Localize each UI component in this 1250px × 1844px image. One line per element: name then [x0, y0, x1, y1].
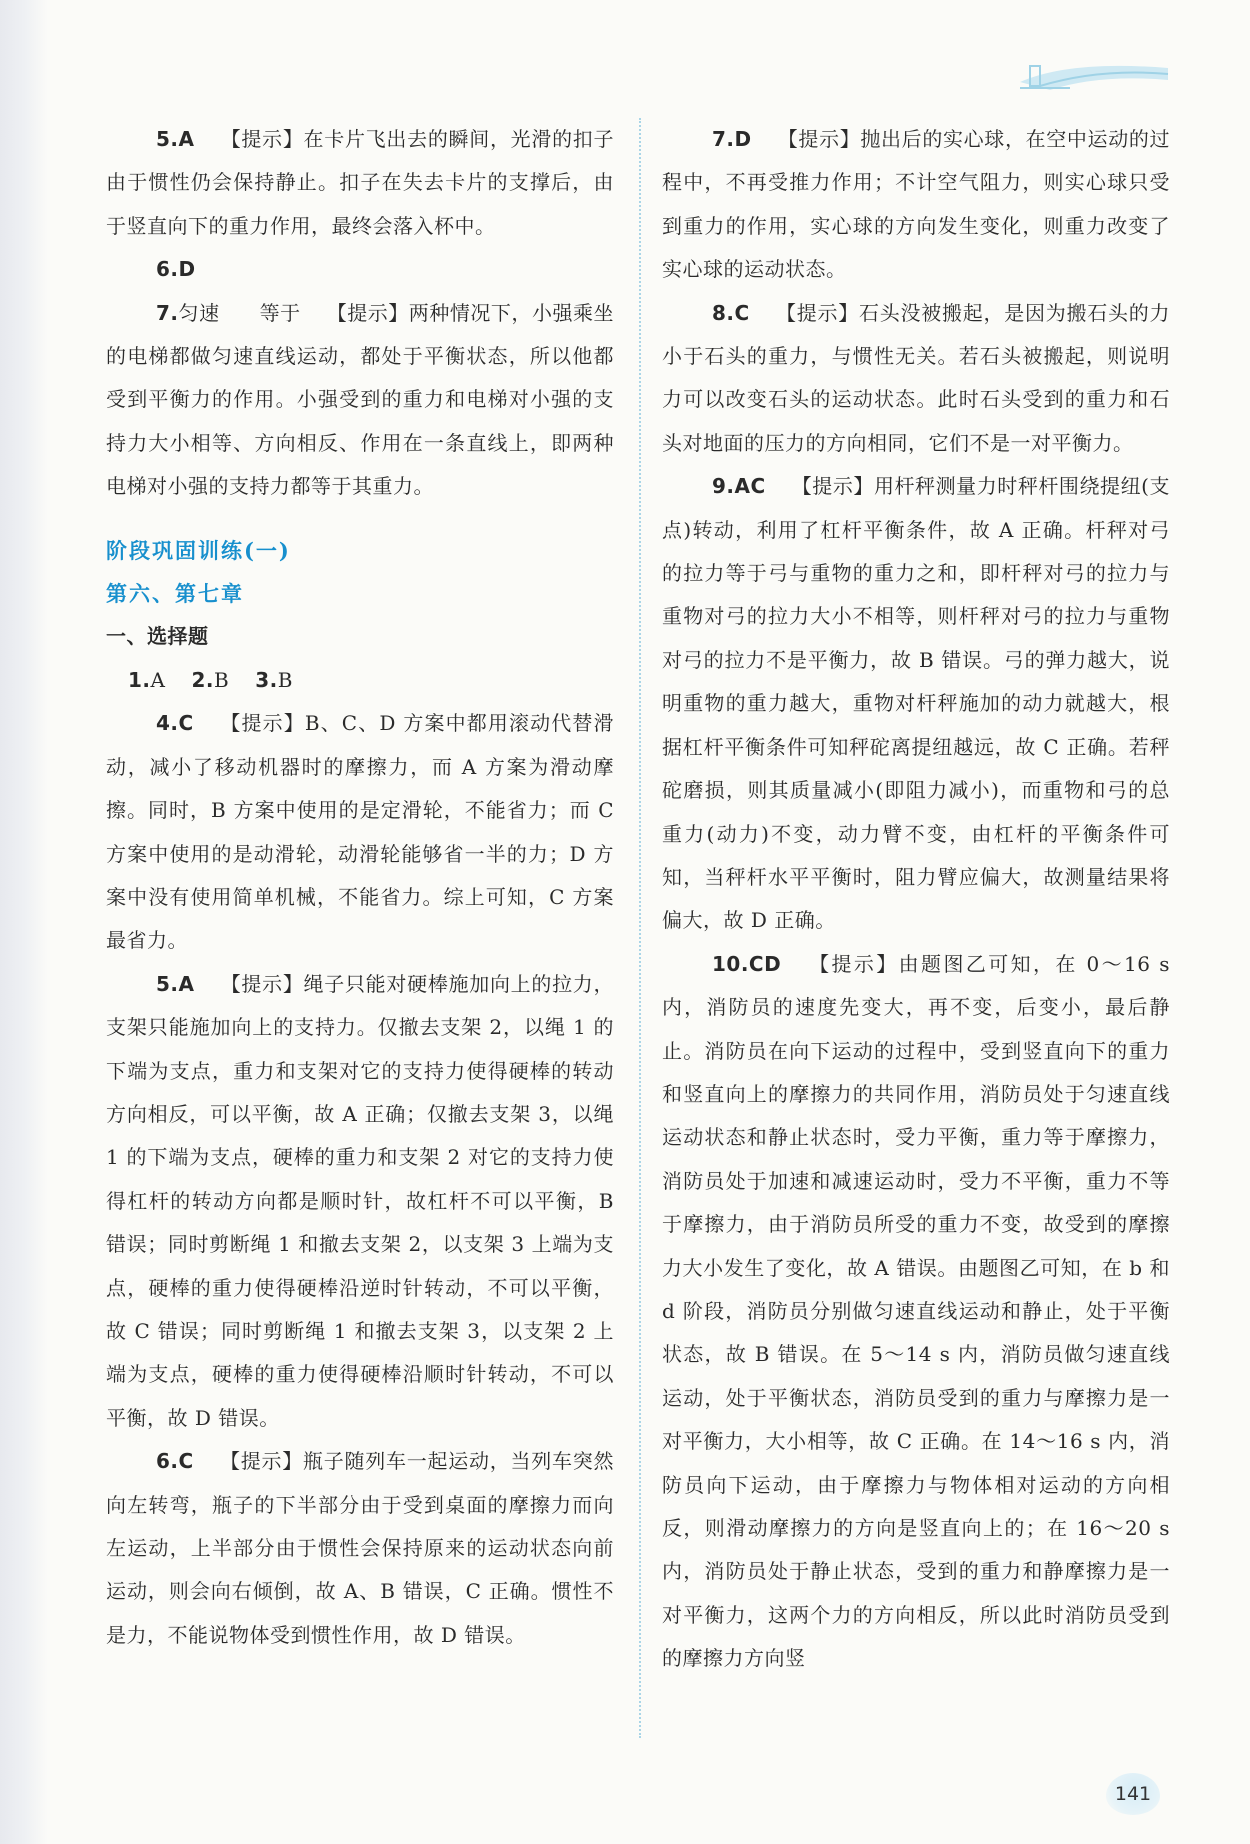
- sub-heading: 一、选择题: [106, 624, 209, 649]
- answer-text: 【提示】绳子只能对硬棒施加向上的拉力，支架只能施加向上的支持力。仅撤去支架 2，以绳 1 的下端为支点，重力和支架对它的支持力使得硬棒的转动方向相反，可以平衡，故 A 正确；仅撤去支架 3，以绳 1 的下端为支点，硬棒的重力和支架 2 对它的支持力使得杠杆的转动方向都是顺时针，故杠杆不可以平衡，B 错误；同时剪断绳 1 和撤去支架 2，以支架 3 上端为支点，硬棒的重力使得硬棒沿逆时针转动，不可以平衡，故 C 错误；同时剪断绳 1 和撤去支架 3，以支架 2 上端为支点，硬棒的重力使得硬棒沿顺时针转动，不可以平衡，故 D 错误。: [106, 971, 614, 1430]
- question-number: 2.: [191, 667, 214, 692]
- answer-paragraph: [106, 1440, 614, 1657]
- page-number: 141: [1106, 1773, 1160, 1815]
- answer-text: 【提示】由题图乙可知，在 0～16 s 内，消防员的速度先变大，再不变，后变小，最后静止。消防员在向下运动的过程中，受到竖直向下的重力和竖直向上的摩擦力的共同作用，消防员处于匀速直线运动状态和静止状态时，受力平衡，重力等于摩擦力，消防员处于加速和减速运动时，受力不平衡，重力不等于摩擦力，由于消防员所受的重力不变，故受到的摩擦力大小发生了变化，故 A 错误。由题图乙可知，在 b 和 d 阶段，消防员分别做匀速直线运动和静止，处于平衡状态，故 B 错误。在 5～14 s 内，消防员做匀速直线运动，处于平衡状态，消防员受到的重力与摩擦力是一对平衡力，大小相等，故 C 正确。在 14～16 s 内，消防员向下运动，由于摩擦力与物体相对运动的方向相反，则滑动摩擦力的方向是竖直向上的；在 16～20 s 内，消防员处于静止状态，受到的重力和静摩擦力是一对平衡力，这两个力的方向相反，所以此时消防员受到的摩擦力方向竖: [662, 951, 1170, 1671]
- question-number: 7.D: [712, 127, 752, 151]
- answer-text: 【提示】在卡片飞出去的瞬间，光滑的扣子由于惯性仍会保持静止。扣子在失去卡片的支撑后，由于竖直向下的重力作用，最终会落入杯中。: [106, 127, 614, 238]
- header-wave-decoration: [1010, 60, 1170, 100]
- answer-text: 【提示】石头没被搬起，是因为搬石头的力小于石头的重力，与惯性无关。若石头被搬起，则说明力可以改变石头的运动状态。此时石头受到的重力和石头对地面的压力的方向相同，它们不是一对平衡力。: [662, 300, 1170, 455]
- answer-paragraph: [662, 118, 1170, 292]
- left-column: [106, 118, 614, 1657]
- answer-paragraph: [662, 292, 1170, 466]
- answer-paragraph: [106, 702, 614, 962]
- section-subtitle: 第六、第七章: [106, 581, 244, 607]
- answer-paragraph: [106, 248, 614, 291]
- answer-value: B: [213, 667, 230, 692]
- question-number: 4.C: [156, 711, 194, 736]
- question-number: 6.C: [156, 1449, 194, 1474]
- answer-value: 匀速: [178, 300, 220, 325]
- question-number: 7.: [156, 300, 179, 325]
- column-divider: [639, 118, 641, 1738]
- answer-value: 等于: [259, 300, 301, 325]
- answer-text: 【提示】抛出后的实心球，在空中运动的过程中，不再受推力作用；不计空气阻力，则实心球只受到重力的作用，实心球的方向发生变化，则重力改变了实心球的运动状态。: [662, 127, 1170, 282]
- answer-value: B: [277, 667, 293, 692]
- question-number: 5.A: [156, 971, 195, 996]
- answer-paragraph: [106, 659, 614, 702]
- answer-text: 【提示】两种情况下，小强乘坐的电梯都做匀速直线运动，都处于平衡状态，所以他都受到平衡力的作用。小强受到的重力和电梯对小强的支持力大小相等、方向相反、作用在一条直线上，即两种电梯对小强的支持力都等于其重力。: [106, 300, 615, 499]
- answer-paragraph: [106, 292, 614, 509]
- answer-paragraph: [662, 943, 1170, 1681]
- answer-value: A: [150, 667, 166, 692]
- answer-paragraph: [106, 118, 614, 248]
- question-number: 5.A: [156, 127, 195, 151]
- answer-paragraph: [662, 465, 1170, 942]
- answer-text: 【提示】用杆秤测量力时秤杆围绕提纽(支点)转动，利用了杠杆平衡条件，故 A 正确。杆秤对弓的拉力等于弓与重物的重力之和，即杆秤对弓的拉力与重物对弓的拉力大小不相等，则杆秤对弓的拉力与重物对弓的拉力不是平衡力，故 B 错误。弓的弹力越大，说明重物的重力越大，重物对杆秤施加的动力就越大，根据杠杆平衡条件可知秤砣离提纽越远，故 C 正确。若秤砣磨损，则其质量减小(即阻力减小)，而重物和弓的总重力(动力)不变，动力臂不变，由杠杆的平衡条件可知，当秤杆水平平衡时，阻力臂应偏大，故测量结果将偏大，故 D 正确。: [662, 474, 1170, 933]
- answer-paragraph: [106, 963, 614, 1440]
- answer-text: 【提示】B、C、D 方案中都用滚动代替滑动，减小了移动机器时的摩擦力，而 A 方案为滑动摩擦。同时，B 方案中使用的是定滑轮，不能省力；而 C 方案中使用的是动滑轮，动滑轮能够省一半的力；D 方案中没有使用简单机械，不能省力。综上可知，C 方案最省力。: [106, 711, 614, 953]
- question-number: 10.CD: [712, 951, 782, 976]
- question-number: 9.AC: [712, 474, 766, 499]
- section-title: 阶段巩固训练(一): [106, 537, 291, 563]
- page-binding-shadow: [0, 0, 48, 1844]
- question-number: 6.D: [156, 257, 196, 282]
- question-number: 1.: [128, 667, 151, 692]
- answer-text: 【提示】瓶子随列车一起运动，当列车突然向左转弯，瓶子的下半部分由于受到桌面的摩擦力而向左运动，上半部分由于惯性会保持原来的运动状态向前运动，则会向右倾倒，故 A、B 错误，C 正确。惯性不是力，不能说物体受到惯性作用，故 D 错误。: [106, 1449, 614, 1647]
- question-number: 8.C: [712, 300, 750, 325]
- right-column: [662, 118, 1170, 1681]
- question-number: 3.: [255, 667, 278, 692]
